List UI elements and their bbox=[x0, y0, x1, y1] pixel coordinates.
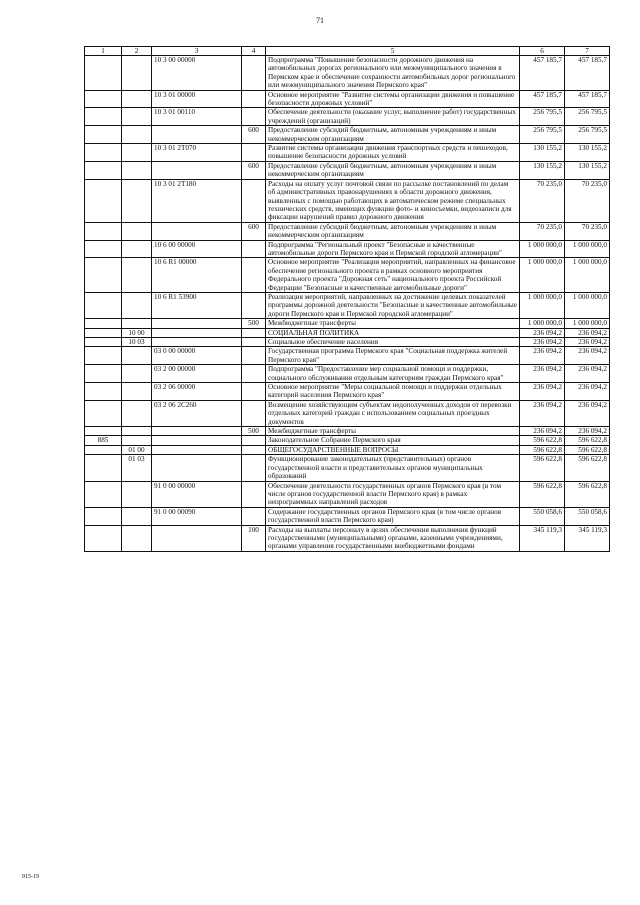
table-row bbox=[85, 240, 610, 258]
description-cell: Предоставление субсидий бюджетным, автономным учреждениям и иным некоммерческим организациям bbox=[266, 126, 520, 144]
amount-2021-cell: 550 058,6 bbox=[565, 507, 610, 525]
description-cell: Возмещение хозяйствующим субъектам недополученных доходов от перевозки отдельных категорий граждан с использованием социальных проездных документов bbox=[266, 400, 520, 426]
target-article-cell: 03 0 00 00000 bbox=[152, 347, 242, 365]
expense-type-cell bbox=[242, 481, 266, 507]
expense-type-cell bbox=[242, 90, 266, 108]
ministry-code-cell bbox=[85, 161, 122, 179]
amount-2020-cell: 236 094,2 bbox=[520, 365, 565, 383]
table-row bbox=[85, 161, 610, 179]
expense-type-cell bbox=[242, 383, 266, 401]
section-code-cell bbox=[122, 319, 152, 328]
description-cell: СОЦИАЛЬНАЯ ПОЛИТИКА bbox=[266, 328, 520, 337]
table-row bbox=[85, 90, 610, 108]
expense-type-cell: 600 bbox=[242, 126, 266, 144]
description-cell: Содержание государственных органов Пермского края (в том числе органов государственной власти Пермского края) bbox=[266, 507, 520, 525]
description-cell: Обеспечение деятельности (оказание услуг, выполнение работ) государственных учреждений (организаций) bbox=[266, 108, 520, 126]
description-cell: Расходы на выплаты персоналу в целях обеспечения выполнения функций государственными (муниципальными) органами, казенными учреждениями, органами управления государственными внебюджетными фондами bbox=[266, 525, 520, 551]
expense-type-cell: 500 bbox=[242, 427, 266, 436]
table-row bbox=[85, 365, 610, 383]
amount-2021-cell: 1 000 000,0 bbox=[565, 292, 610, 318]
table-row bbox=[85, 56, 610, 91]
ministry-code-cell bbox=[85, 240, 122, 258]
amount-2020-cell: 236 094,2 bbox=[520, 427, 565, 436]
target-article-cell bbox=[152, 525, 242, 551]
section-code-cell bbox=[122, 383, 152, 401]
section-code-cell bbox=[122, 400, 152, 426]
table-row bbox=[85, 126, 610, 144]
amount-2020-cell: 1 000 000,0 bbox=[520, 292, 565, 318]
amount-2021-cell: 1 000 000,0 bbox=[565, 240, 610, 258]
amount-2020-cell: 1 000 000,0 bbox=[520, 240, 565, 258]
section-code-cell: 01 00 bbox=[122, 445, 152, 454]
target-article-cell bbox=[152, 161, 242, 179]
expense-type-cell: 600 bbox=[242, 222, 266, 240]
amount-2021-cell: 236 094,2 bbox=[565, 347, 610, 365]
target-article-cell bbox=[152, 328, 242, 337]
expense-type-cell bbox=[242, 328, 266, 337]
amount-2021-cell: 70 235,0 bbox=[565, 222, 610, 240]
section-code-cell bbox=[122, 240, 152, 258]
description-cell: Законодательное Собрание Пермского края bbox=[266, 436, 520, 445]
amount-2020-cell: 1 000 000,0 bbox=[520, 319, 565, 328]
section-code-cell bbox=[122, 525, 152, 551]
expense-type-cell bbox=[242, 108, 266, 126]
target-article-cell: 10 6 R1 00000 bbox=[152, 258, 242, 293]
column-header: 2 bbox=[122, 47, 152, 56]
amount-2020-cell: 345 119,3 bbox=[520, 525, 565, 551]
target-article-cell bbox=[152, 319, 242, 328]
ministry-code-cell bbox=[85, 144, 122, 162]
expense-type-cell bbox=[242, 338, 266, 347]
amount-2020-cell: 596 622,8 bbox=[520, 481, 565, 507]
table-row bbox=[85, 481, 610, 507]
ministry-code-cell bbox=[85, 507, 122, 525]
description-cell: Функционирование законодательных (представительных) органов государственной власти и представительных органов муниципальных образований bbox=[266, 455, 520, 481]
section-code-cell bbox=[122, 258, 152, 293]
amount-2021-cell: 457 185,7 bbox=[565, 56, 610, 91]
ministry-code-cell bbox=[85, 108, 122, 126]
expense-type-cell bbox=[242, 445, 266, 454]
section-code-cell bbox=[122, 292, 152, 318]
target-article-cell bbox=[152, 126, 242, 144]
section-code-cell: 10 03 bbox=[122, 338, 152, 347]
table-row bbox=[85, 507, 610, 525]
section-code-cell bbox=[122, 144, 152, 162]
section-code-cell bbox=[122, 56, 152, 91]
target-article-cell: 10 3 00 00000 bbox=[152, 56, 242, 91]
ministry-code-cell: 885 bbox=[85, 436, 122, 445]
target-article-cell: 10 3 01 00000 bbox=[152, 90, 242, 108]
section-code-cell bbox=[122, 436, 152, 445]
table-row bbox=[85, 455, 610, 481]
table-row bbox=[85, 292, 610, 318]
expense-type-cell bbox=[242, 507, 266, 525]
amount-2020-cell: 236 094,2 bbox=[520, 400, 565, 426]
table-row bbox=[85, 445, 610, 454]
table-row bbox=[85, 179, 610, 222]
table-row bbox=[85, 328, 610, 337]
amount-2021-cell: 236 094,2 bbox=[565, 427, 610, 436]
description-cell: Обеспечение деятельности государственных органов Пермского края (в том числе органов государственной власти Пермского края) в рамках непрограммных направлений расходов bbox=[266, 481, 520, 507]
ministry-code-cell bbox=[85, 481, 122, 507]
section-code-cell bbox=[122, 507, 152, 525]
ministry-code-cell bbox=[85, 222, 122, 240]
description-cell: Межбюджетные трансферты bbox=[266, 427, 520, 436]
expense-type-cell bbox=[242, 365, 266, 383]
amount-2020-cell: 236 094,2 bbox=[520, 347, 565, 365]
expense-type-cell: 100 bbox=[242, 525, 266, 551]
column-header: 1 bbox=[85, 47, 122, 56]
target-article-cell: 10 6 00 00000 bbox=[152, 240, 242, 258]
ministry-code-cell bbox=[85, 292, 122, 318]
amount-2020-cell: 596 622,8 bbox=[520, 436, 565, 445]
expense-type-cell bbox=[242, 400, 266, 426]
amount-2021-cell: 256 795,5 bbox=[565, 108, 610, 126]
amount-2020-cell: 70 235,0 bbox=[520, 222, 565, 240]
section-code-cell bbox=[122, 179, 152, 222]
expense-type-cell: 600 bbox=[242, 161, 266, 179]
table-row bbox=[85, 319, 610, 328]
amount-2021-cell: 236 094,2 bbox=[565, 328, 610, 337]
expense-type-cell bbox=[242, 56, 266, 91]
section-code-cell bbox=[122, 222, 152, 240]
table-row bbox=[85, 108, 610, 126]
expense-type-cell bbox=[242, 179, 266, 222]
description-cell: Подпрограмма "Региональный проект "Безопасные и качественные автомобильные дороги Пермского края и Пермской городской агломерации" bbox=[266, 240, 520, 258]
table-row bbox=[85, 258, 610, 293]
description-cell: ОБЩЕГОСУДАРСТВЕННЫЕ ВОПРОСЫ bbox=[266, 445, 520, 454]
table-row bbox=[85, 383, 610, 401]
target-article-cell bbox=[152, 455, 242, 481]
budget-table bbox=[84, 46, 610, 552]
ministry-code-cell bbox=[85, 383, 122, 401]
table-row bbox=[85, 436, 610, 445]
expense-type-cell: 500 bbox=[242, 319, 266, 328]
amount-2021-cell: 596 622,8 bbox=[565, 455, 610, 481]
amount-2020-cell: 550 058,6 bbox=[520, 507, 565, 525]
ministry-code-cell bbox=[85, 258, 122, 293]
amount-2021-cell: 130 155,2 bbox=[565, 144, 610, 162]
table-row bbox=[85, 347, 610, 365]
expense-type-cell bbox=[242, 436, 266, 445]
amount-2020-cell: 256 795,5 bbox=[520, 126, 565, 144]
amount-2020-cell: 130 155,2 bbox=[520, 161, 565, 179]
amount-2021-cell: 1 000 000,0 bbox=[565, 319, 610, 328]
amount-2021-cell: 236 094,2 bbox=[565, 383, 610, 401]
column-header: 6 bbox=[520, 47, 565, 56]
ministry-code-cell bbox=[85, 179, 122, 222]
amount-2021-cell: 596 622,8 bbox=[565, 481, 610, 507]
target-article-cell: 03 2 00 00000 bbox=[152, 365, 242, 383]
amount-2021-cell: 236 094,2 bbox=[565, 338, 610, 347]
description-cell: Подпрограмма "Предоставление мер социальной помощи и поддержки, социального обслуживания отдельным категориям граждан Пермского края" bbox=[266, 365, 520, 383]
expense-type-cell bbox=[242, 144, 266, 162]
target-article-cell: 10 3 01 2Т070 bbox=[152, 144, 242, 162]
expense-type-cell bbox=[242, 240, 266, 258]
target-article-cell: 91 0 00 00000 bbox=[152, 481, 242, 507]
table-row bbox=[85, 144, 610, 162]
description-cell: Развитие системы организации движения транспортных средств и пешеходов, повышение безопасности дорожных условий bbox=[266, 144, 520, 162]
description-cell: Расходы на оплату услуг почтовой связи по рассылке постановлений по делам об административных правонарушениях в области дорожного движения, выявленных с помощью работающих в автоматическом режиме специальных технических средств, имеющих функции фото- и киносъемки, видеозаписи для фиксации нарушений правил дорожного движения bbox=[266, 179, 520, 222]
amount-2021-cell: 236 094,2 bbox=[565, 365, 610, 383]
amount-2021-cell: 256 795,5 bbox=[565, 126, 610, 144]
amount-2021-cell: 596 622,8 bbox=[565, 445, 610, 454]
table-row bbox=[85, 338, 610, 347]
ministry-code-cell bbox=[85, 56, 122, 91]
table-row bbox=[85, 222, 610, 240]
ministry-code-cell bbox=[85, 90, 122, 108]
ministry-code-cell bbox=[85, 365, 122, 383]
amount-2020-cell: 236 094,2 bbox=[520, 328, 565, 337]
column-header: 4 bbox=[242, 47, 266, 56]
footer-code: 915-19 bbox=[22, 874, 39, 880]
ministry-code-cell bbox=[85, 455, 122, 481]
description-cell: Предоставление субсидий бюджетным, автономным учреждениям и иным некоммерческим организациям bbox=[266, 222, 520, 240]
table-row bbox=[85, 427, 610, 436]
table-row bbox=[85, 525, 610, 551]
section-code-cell bbox=[122, 347, 152, 365]
target-article-cell: 10 6 R1 53900 bbox=[152, 292, 242, 318]
expense-type-cell bbox=[242, 455, 266, 481]
description-cell: Основное мероприятие "Меры социальной помощи и поддержки отдельных категорий населения Пермского края" bbox=[266, 383, 520, 401]
column-header: 7 bbox=[565, 47, 610, 56]
section-code-cell: 01 03 bbox=[122, 455, 152, 481]
target-article-cell: 03 2 06 2С260 bbox=[152, 400, 242, 426]
target-article-cell: 03 2 06 00000 bbox=[152, 383, 242, 401]
target-article-cell bbox=[152, 427, 242, 436]
column-number-row bbox=[85, 47, 610, 56]
target-article-cell bbox=[152, 445, 242, 454]
ministry-code-cell bbox=[85, 445, 122, 454]
section-code-cell bbox=[122, 126, 152, 144]
description-cell: Основное мероприятие "Реализация мероприятий, направленных на финансовое обеспечение регионального проекта в рамках основного мероприятия Федерального проекта "Дорожная сеть" национального проекта Российской Федерации "Безопасные и качественные автомобильные дороги" bbox=[266, 258, 520, 293]
amount-2020-cell: 236 094,2 bbox=[520, 338, 565, 347]
ministry-code-cell bbox=[85, 338, 122, 347]
section-code-cell bbox=[122, 90, 152, 108]
amount-2020-cell: 457 185,7 bbox=[520, 56, 565, 91]
section-code-cell: 10 00 bbox=[122, 328, 152, 337]
ministry-code-cell bbox=[85, 400, 122, 426]
target-article-cell bbox=[152, 338, 242, 347]
description-cell: Государственная программа Пермского края "Социальная поддержка жителей Пермского края" bbox=[266, 347, 520, 365]
target-article-cell: 91 0 00 00090 bbox=[152, 507, 242, 525]
ministry-code-cell bbox=[85, 347, 122, 365]
description-cell: Основное мероприятие "Развитие системы организации движения и повышение безопасности дорожных условий" bbox=[266, 90, 520, 108]
target-article-cell: 10 3 01 00110 bbox=[152, 108, 242, 126]
section-code-cell bbox=[122, 108, 152, 126]
section-code-cell bbox=[122, 365, 152, 383]
section-code-cell bbox=[122, 427, 152, 436]
amount-2020-cell: 256 795,5 bbox=[520, 108, 565, 126]
description-cell: Социальное обеспечение населения bbox=[266, 338, 520, 347]
description-cell: Предоставление субсидий бюджетным, автономным учреждениям и иным некоммерческим организациям bbox=[266, 161, 520, 179]
description-cell: Реализация мероприятий, направленных на достижение целевых показателей программы дорожной деятельности "Безопасные и качественные автомобильные дороги Пермского края и Пермской городской агломерации" bbox=[266, 292, 520, 318]
amount-2020-cell: 596 622,8 bbox=[520, 455, 565, 481]
table-row bbox=[85, 400, 610, 426]
ministry-code-cell bbox=[85, 427, 122, 436]
description-cell: Межбюджетные трансферты bbox=[266, 319, 520, 328]
amount-2020-cell: 130 155,2 bbox=[520, 144, 565, 162]
ministry-code-cell bbox=[85, 126, 122, 144]
target-article-cell bbox=[152, 436, 242, 445]
ministry-code-cell bbox=[85, 525, 122, 551]
description-cell: Подпрограмма "Повышение безопасности дорожного движения на автомобильных дорогах регионального или межмуниципального значения в Пермском крае и обеспечение сохранности автомобильных дорог регионального или межмуниципального значения Пермского края" bbox=[266, 56, 520, 91]
amount-2021-cell: 596 622,8 bbox=[565, 436, 610, 445]
amount-2021-cell: 130 155,2 bbox=[565, 161, 610, 179]
expense-type-cell bbox=[242, 292, 266, 318]
expense-type-cell bbox=[242, 347, 266, 365]
amount-2021-cell: 1 000 000,0 bbox=[565, 258, 610, 293]
amount-2020-cell: 236 094,2 bbox=[520, 383, 565, 401]
amount-2020-cell: 457 185,7 bbox=[520, 90, 565, 108]
target-article-cell bbox=[152, 222, 242, 240]
ministry-code-cell bbox=[85, 328, 122, 337]
section-code-cell bbox=[122, 161, 152, 179]
target-article-cell: 10 3 01 2Т180 bbox=[152, 179, 242, 222]
column-header: 5 bbox=[266, 47, 520, 56]
page-number: 71 bbox=[316, 16, 324, 25]
amount-2021-cell: 345 119,3 bbox=[565, 525, 610, 551]
amount-2020-cell: 596 622,8 bbox=[520, 445, 565, 454]
column-header: 3 bbox=[152, 47, 242, 56]
amount-2020-cell: 70 235,0 bbox=[520, 179, 565, 222]
ministry-code-cell bbox=[85, 319, 122, 328]
amount-2021-cell: 457 185,7 bbox=[565, 90, 610, 108]
expense-type-cell bbox=[242, 258, 266, 293]
amount-2020-cell: 1 000 000,0 bbox=[520, 258, 565, 293]
amount-2021-cell: 70 235,0 bbox=[565, 179, 610, 222]
amount-2021-cell: 236 094,2 bbox=[565, 400, 610, 426]
section-code-cell bbox=[122, 481, 152, 507]
